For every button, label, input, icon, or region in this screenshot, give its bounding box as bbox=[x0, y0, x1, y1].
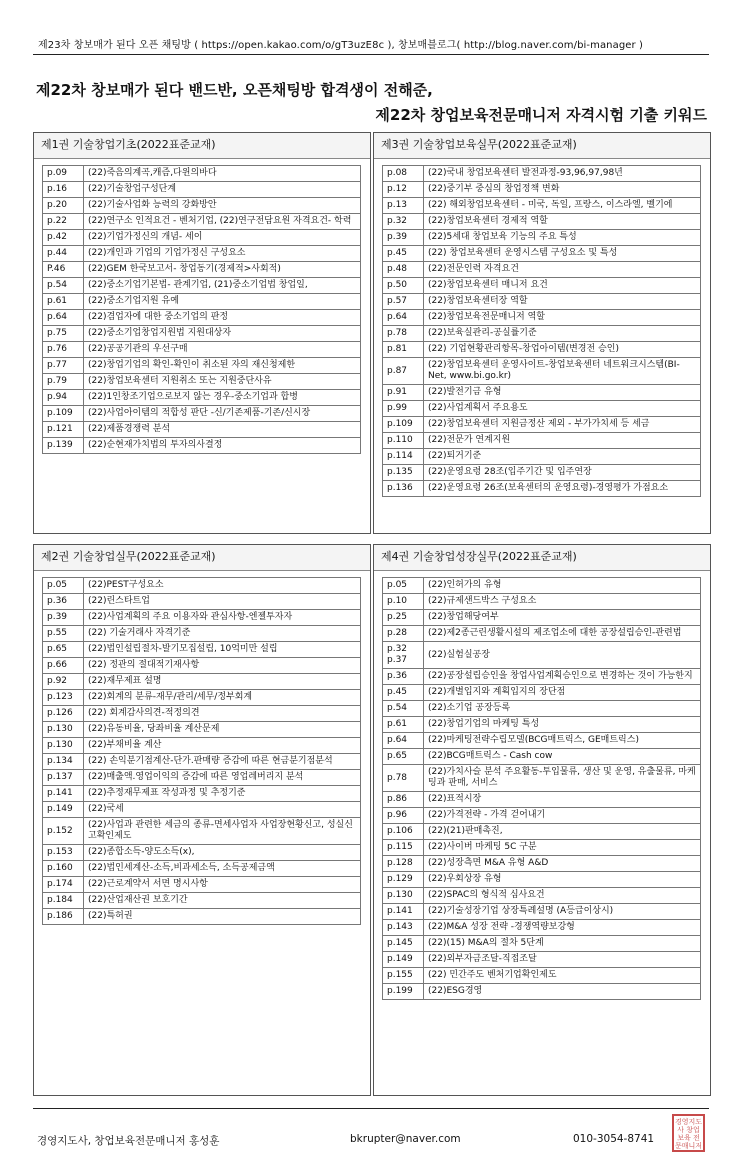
keyword-row bbox=[43, 877, 361, 893]
keyword-text: (22) 손익분기점계산-단가.판매량 증감에 따른 현금분기점분석 bbox=[84, 754, 361, 770]
page-ref: p.110 bbox=[383, 433, 424, 449]
keyword-text: (22)보육실관리-공실률기준 bbox=[424, 326, 701, 342]
page-ref: p.96 bbox=[383, 808, 424, 824]
page-ref: p.64 bbox=[43, 310, 84, 326]
page-ref: p.134 bbox=[43, 754, 84, 770]
page-ref: p.128 bbox=[383, 856, 424, 872]
keyword-text: (22)창업보육센터장 역할 bbox=[424, 294, 701, 310]
keyword-row bbox=[383, 610, 701, 626]
keyword-row bbox=[43, 845, 361, 861]
page-ref: p.05 bbox=[43, 578, 84, 594]
keyword-row bbox=[43, 326, 361, 342]
keyword-text: (22)가격전략 - 가격 걷어내기 bbox=[424, 808, 701, 824]
keyword-row bbox=[43, 674, 361, 690]
page-ref: p.184 bbox=[43, 893, 84, 909]
page-ref: p.137 bbox=[43, 770, 84, 786]
keyword-row bbox=[43, 278, 361, 294]
page-ref: p.36 bbox=[383, 669, 424, 685]
keyword-text: (22)우회상장 유형 bbox=[424, 872, 701, 888]
keyword-row bbox=[383, 465, 701, 481]
keyword-row bbox=[383, 246, 701, 262]
keyword-text: (22)사업계획의 주요 이용자와 관심사항-엔젤투자자 bbox=[84, 610, 361, 626]
keyword-text: (22)기술창업구성단계 bbox=[84, 182, 361, 198]
keyword-row bbox=[43, 198, 361, 214]
keyword-text: (22)종합소득-양도소득(x), bbox=[84, 845, 361, 861]
keyword-row bbox=[383, 626, 701, 642]
keyword-row bbox=[43, 893, 361, 909]
keyword-text: (22)실험실공장 bbox=[424, 642, 701, 669]
keyword-table bbox=[42, 165, 361, 454]
keyword-text: (22)ESG경영 bbox=[424, 984, 701, 1000]
keyword-row bbox=[383, 401, 701, 417]
page-ref: p.121 bbox=[43, 422, 84, 438]
keyword-row bbox=[383, 701, 701, 717]
page-ref: p.13 bbox=[383, 198, 424, 214]
keyword-row bbox=[383, 733, 701, 749]
keyword-row bbox=[43, 310, 361, 326]
page-ref: p.87 bbox=[383, 358, 424, 385]
section-book-2 bbox=[33, 544, 371, 1096]
page-ref: p.149 bbox=[383, 952, 424, 968]
page-ref: p.45 bbox=[383, 246, 424, 262]
page-ref: p.12 bbox=[383, 182, 424, 198]
page-ref: p.64 bbox=[383, 310, 424, 326]
page-ref: p.57 bbox=[383, 294, 424, 310]
keyword-text: (22)발전기금 유형 bbox=[424, 385, 701, 401]
keyword-row bbox=[43, 786, 361, 802]
page-ref: p.44 bbox=[43, 246, 84, 262]
keyword-text: (22) 기술거래사 자격기준 bbox=[84, 626, 361, 642]
keyword-text: (22)퇴거기준 bbox=[424, 449, 701, 465]
page-ref: p.36 bbox=[43, 594, 84, 610]
keyword-text: (22)BCG매트릭스 - Cash cow bbox=[424, 749, 701, 765]
page-ref: p.160 bbox=[43, 861, 84, 877]
keyword-text: (22)사이버 마케팅 5C 구분 bbox=[424, 840, 701, 856]
page-ref: p.64 bbox=[383, 733, 424, 749]
keyword-row bbox=[383, 840, 701, 856]
top-link-line: 제23차 창보매가 된다 오픈 채팅방 ( https://open.kakao.com/o/gT3uzE8c ), 창보매블로그( http://blog.naver.com/bi-manager ) bbox=[38, 40, 644, 51]
keyword-text: (22)공장설립승인을 창업사업계획승인으로 변경하는 것이 가능한지 bbox=[424, 669, 701, 685]
keyword-text: (22)죽음의계곡,캐즘,다윈의바다 bbox=[84, 166, 361, 182]
keyword-text: (22) 회계감사의견-적정의견 bbox=[84, 706, 361, 722]
page-ref: p.174 bbox=[43, 877, 84, 893]
keyword-text: (22)표적시장 bbox=[424, 792, 701, 808]
keyword-row bbox=[383, 808, 701, 824]
keyword-text: (22)규제샌드박스 구성요소 bbox=[424, 594, 701, 610]
page-ref: p.135 bbox=[383, 465, 424, 481]
keyword-text: (22)매출액.영업이익의 증감에 따른 영업레버리지 분석 bbox=[84, 770, 361, 786]
keyword-row bbox=[383, 765, 701, 792]
page-ref: p.91 bbox=[383, 385, 424, 401]
page-ref: p.78 bbox=[383, 765, 424, 792]
keyword-text: (22)GEM 한국보고서- 창업동기(경제적>사회적) bbox=[84, 262, 361, 278]
page-ref: p.77 bbox=[43, 358, 84, 374]
keyword-row bbox=[383, 594, 701, 610]
keyword-text: (22)인허가의 유형 bbox=[424, 578, 701, 594]
page-ref: p.16 bbox=[43, 182, 84, 198]
keyword-row bbox=[383, 936, 701, 952]
keyword-row bbox=[43, 658, 361, 674]
keyword-text: (22)추정재무제표 작성과정 및 추정기준 bbox=[84, 786, 361, 802]
keyword-row bbox=[383, 481, 701, 497]
keyword-row bbox=[43, 802, 361, 818]
keyword-text: (22)창업보육센터 매니저 요건 bbox=[424, 278, 701, 294]
keyword-text: (22)사업계획서 주요용도 bbox=[424, 401, 701, 417]
page-ref: p.39 bbox=[383, 230, 424, 246]
keyword-row bbox=[383, 749, 701, 765]
keyword-text: (22)(15) M&A의 절차 5단계 bbox=[424, 936, 701, 952]
keyword-text: (22)재무제표 설명 bbox=[84, 674, 361, 690]
section-title: 제2권 기술창업실무(2022표준교재) bbox=[34, 545, 370, 571]
page-ref: p.141 bbox=[383, 904, 424, 920]
keyword-text: (22)5세대 창업보육 기능의 주요 특성 bbox=[424, 230, 701, 246]
keyword-row bbox=[383, 433, 701, 449]
keyword-text: (22)중소기업창업지원법 지원대상자 bbox=[84, 326, 361, 342]
keyword-text: (22)소기업 공장등록 bbox=[424, 701, 701, 717]
keyword-text: (22)성장측면 M&A 유형 A&D bbox=[424, 856, 701, 872]
keyword-row bbox=[43, 594, 361, 610]
page-ref: p.130 bbox=[383, 888, 424, 904]
keyword-row bbox=[383, 262, 701, 278]
seal-stamp: 경영지도사 창업보육 전문매니저 bbox=[672, 1114, 705, 1152]
keyword-text: (22)법인설립절차-발기모집설립, 10억미만 설립 bbox=[84, 642, 361, 658]
section-title: 제1권 기술창업기초(2022표준교재) bbox=[34, 133, 370, 159]
keyword-row bbox=[43, 406, 361, 422]
keyword-text: (22)M&A 성장 전략 -경쟁역량보강형 bbox=[424, 920, 701, 936]
page-ref: p.126 bbox=[43, 706, 84, 722]
page-ref: p.65 bbox=[43, 642, 84, 658]
page-ref: p.32 bbox=[383, 214, 424, 230]
keyword-text: (22) 해외창업보육센터 - 미국, 독일, 프랑스, 이스라엘, 벨기에 bbox=[424, 198, 701, 214]
keyword-row bbox=[43, 722, 361, 738]
section-book-3 bbox=[373, 132, 711, 534]
keyword-text: (22)제품경쟁력 분석 bbox=[84, 422, 361, 438]
keyword-text: (22)가치사슬 분석 주요활동-투입물류, 생산 및 운영, 유출물류, 마케팅과 판매, 서비스 bbox=[424, 765, 701, 792]
keyword-text: (22)중소기업지원 유예 bbox=[84, 294, 361, 310]
keyword-row bbox=[383, 326, 701, 342]
keyword-text: (22)법인세계산-소득,비과세소득, 소득공제금액 bbox=[84, 861, 361, 877]
keyword-row bbox=[43, 770, 361, 786]
keyword-text: (22) 민간주도 벤처기업확인제도 bbox=[424, 968, 701, 984]
page-ref: p.54 bbox=[43, 278, 84, 294]
keyword-text: (22)순현재가치법의 투자의사결정 bbox=[84, 438, 361, 454]
keyword-table bbox=[382, 577, 701, 1000]
page-ref: p.10 bbox=[383, 594, 424, 610]
keyword-row bbox=[43, 610, 361, 626]
keyword-row bbox=[383, 449, 701, 465]
keyword-row bbox=[383, 685, 701, 701]
keyword-row bbox=[383, 230, 701, 246]
keyword-row bbox=[383, 669, 701, 685]
page-ref: p.32 p.37 bbox=[383, 642, 424, 669]
keyword-text: (22) 정관의 절대적기재사항 bbox=[84, 658, 361, 674]
keyword-text: (22)마케팅전략수립모델(BCG매트릭스, GE매트릭스) bbox=[424, 733, 701, 749]
keyword-row bbox=[383, 198, 701, 214]
keyword-text: (22)사업아이템의 적합성 판단 -신/기존제품-기존/신시장 bbox=[84, 406, 361, 422]
section-book-4 bbox=[373, 544, 711, 1096]
keyword-text: (22)창업해당여부 bbox=[424, 610, 701, 626]
page-ref: p.20 bbox=[43, 198, 84, 214]
keyword-row bbox=[43, 578, 361, 594]
page-ref: p.05 bbox=[383, 578, 424, 594]
page-ref: p.66 bbox=[43, 658, 84, 674]
keyword-row bbox=[383, 642, 701, 669]
page-ref: p.114 bbox=[383, 449, 424, 465]
keyword-row bbox=[43, 642, 361, 658]
keyword-text: (22)중소기업기본법- 관계기업, (21)중소기업법 창업일, bbox=[84, 278, 361, 294]
keyword-text: (22)특허권 bbox=[84, 909, 361, 925]
keyword-text: (22) 창업보육센터 운영시스템 구성요소 및 특성 bbox=[424, 246, 701, 262]
page-ref: p.48 bbox=[383, 262, 424, 278]
keyword-text: (22)기술성장기업 상장특례설명 (A등급이상시) bbox=[424, 904, 701, 920]
page-ref: p.99 bbox=[383, 401, 424, 417]
keyword-row bbox=[383, 968, 701, 984]
keyword-table bbox=[382, 165, 701, 497]
keyword-row bbox=[383, 856, 701, 872]
keyword-text: (22)창업보육센터 지원금정산 제외 - 부가가치세 등 세금 bbox=[424, 417, 701, 433]
page-ref: p.25 bbox=[383, 610, 424, 626]
page-ref: p.08 bbox=[383, 166, 424, 182]
page-ref: p.54 bbox=[383, 701, 424, 717]
keyword-row bbox=[383, 214, 701, 230]
keyword-text: (22) 기업현황관리항목-창업아이템(변경전 승인) bbox=[424, 342, 701, 358]
keyword-text: (22)제2종근린생활시설의 제조업소에 대한 공장설립승인-관련법 bbox=[424, 626, 701, 642]
page-ref: p.75 bbox=[43, 326, 84, 342]
keyword-row bbox=[43, 706, 361, 722]
page-ref: p.145 bbox=[383, 936, 424, 952]
page-ref: p.92 bbox=[43, 674, 84, 690]
keyword-row bbox=[43, 690, 361, 706]
keyword-row bbox=[383, 792, 701, 808]
keyword-text: (22)PEST구성요소 bbox=[84, 578, 361, 594]
keyword-row bbox=[383, 872, 701, 888]
page-ref: p.136 bbox=[383, 481, 424, 497]
page-ref: p.09 bbox=[43, 166, 84, 182]
page-ref: p.149 bbox=[43, 802, 84, 818]
keyword-text: (22)개인과 기업의 기업가정신 구성요소 bbox=[84, 246, 361, 262]
keyword-row bbox=[383, 342, 701, 358]
keyword-row bbox=[43, 182, 361, 198]
page-ref: p.152 bbox=[43, 818, 84, 845]
page-ref: p.76 bbox=[43, 342, 84, 358]
keyword-text: (22)린스타트업 bbox=[84, 594, 361, 610]
keyword-text: (22)창업보육전문매니저 역할 bbox=[424, 310, 701, 326]
page-ref: p.106 bbox=[383, 824, 424, 840]
keyword-row bbox=[43, 246, 361, 262]
page-ref: p.81 bbox=[383, 342, 424, 358]
page-ref: p.130 bbox=[43, 722, 84, 738]
bottom-rule bbox=[33, 1108, 709, 1109]
page-ref: p.79 bbox=[43, 374, 84, 390]
page-ref: p.199 bbox=[383, 984, 424, 1000]
page-ref: p.50 bbox=[383, 278, 424, 294]
keyword-row bbox=[383, 984, 701, 1000]
keyword-row bbox=[43, 358, 361, 374]
page-title-line-2: 제22차 창업보육전문매니저 자격시험 기출 키워드 bbox=[375, 106, 707, 124]
keyword-text: (22)중기부 중심의 창업정책 변화 bbox=[424, 182, 701, 198]
keyword-text: (22)부채비율 계산 bbox=[84, 738, 361, 754]
page-ref: p.94 bbox=[43, 390, 84, 406]
page-ref: p.78 bbox=[383, 326, 424, 342]
keyword-row bbox=[43, 214, 361, 230]
keyword-text: (22)창업기업의 확인-확인이 취소된 자의 재신청제한 bbox=[84, 358, 361, 374]
keyword-row bbox=[383, 417, 701, 433]
keyword-text: (22)기업가정신의 개념- 세이 bbox=[84, 230, 361, 246]
page-ref: p.155 bbox=[383, 968, 424, 984]
page-ref: p.86 bbox=[383, 792, 424, 808]
keyword-text: (22)창업보육센터 경제적 역할 bbox=[424, 214, 701, 230]
keyword-row bbox=[383, 294, 701, 310]
page-ref: p.109 bbox=[43, 406, 84, 422]
footer-phone: 010-3054-8741 bbox=[573, 1133, 655, 1145]
keyword-row bbox=[383, 166, 701, 182]
keyword-row bbox=[43, 818, 361, 845]
page-ref: p.42 bbox=[43, 230, 84, 246]
keyword-row bbox=[43, 909, 361, 925]
keyword-row bbox=[383, 717, 701, 733]
keyword-row bbox=[383, 904, 701, 920]
page-ref: p.115 bbox=[383, 840, 424, 856]
footer-email: bkrupter@naver.com bbox=[350, 1133, 461, 1145]
page-ref: p.61 bbox=[43, 294, 84, 310]
keyword-row bbox=[43, 342, 361, 358]
keyword-row bbox=[383, 952, 701, 968]
keyword-row bbox=[383, 278, 701, 294]
keyword-text: (22)기술사업화 능력의 강화방안 bbox=[84, 198, 361, 214]
keyword-row bbox=[43, 626, 361, 642]
page-ref: p.139 bbox=[43, 438, 84, 454]
keyword-row bbox=[383, 920, 701, 936]
page-ref: p.28 bbox=[383, 626, 424, 642]
keyword-text: (22)창업기업의 마케팅 특성 bbox=[424, 717, 701, 733]
keyword-text: (22)겸업자에 대한 중소기업의 판정 bbox=[84, 310, 361, 326]
section-title: 제3권 기술창업보육실무(2022표준교재) bbox=[374, 133, 710, 159]
keyword-text: (22)1인창조기업으로보지 않는 경우-중소기업과 합병 bbox=[84, 390, 361, 406]
keyword-text: (22)창업보육센터 운영사이트-창업보육센터 네트워크시스템(BI-Net, www.bi.go.kr) bbox=[424, 358, 701, 385]
keyword-row bbox=[383, 824, 701, 840]
keyword-row bbox=[43, 422, 361, 438]
keyword-text: (22)개별입지와 계획입지의 장단점 bbox=[424, 685, 701, 701]
keyword-table bbox=[42, 577, 361, 925]
keyword-text: (22)공공기관의 우선구매 bbox=[84, 342, 361, 358]
keyword-row bbox=[43, 390, 361, 406]
keyword-text: (22)국내 창업보육센터 발전과정-93,96,97,98년 bbox=[424, 166, 701, 182]
keyword-text: (22)연구소 인적요건 - 벤처기업, (22)연구전담요원 자격요건- 학력 bbox=[84, 214, 361, 230]
keyword-text: (22)전문인력 자격요건 bbox=[424, 262, 701, 278]
keyword-row bbox=[43, 230, 361, 246]
keyword-text: (22)산업재산권 보호기간 bbox=[84, 893, 361, 909]
page-ref: P.46 bbox=[43, 262, 84, 278]
keyword-text: (22)국세 bbox=[84, 802, 361, 818]
page-ref: p.45 bbox=[383, 685, 424, 701]
footer-author: 경영지도사, 창업보육전문매니저 홍성훈 bbox=[37, 1135, 220, 1147]
keyword-text: (22)사업과 관련한 세금의 종류-면세사업자 사업장현황신고, 성실신고확인제도 bbox=[84, 818, 361, 845]
page-ref: p.55 bbox=[43, 626, 84, 642]
keyword-row bbox=[43, 262, 361, 278]
page-ref: p.130 bbox=[43, 738, 84, 754]
keyword-row bbox=[43, 738, 361, 754]
page-title-line-1: 제22차 창보매가 된다 밴드반, 오픈채팅방 합격생이 전해준, bbox=[36, 81, 433, 99]
page-ref: p.123 bbox=[43, 690, 84, 706]
page-ref: p.141 bbox=[43, 786, 84, 802]
top-rule bbox=[33, 54, 709, 55]
page-ref: p.153 bbox=[43, 845, 84, 861]
keyword-text: (22)회계의 분류-재무/관리/세무/정부회계 bbox=[84, 690, 361, 706]
keyword-text: (22)(21)판매촉진, bbox=[424, 824, 701, 840]
keyword-row bbox=[43, 861, 361, 877]
page-ref: p.65 bbox=[383, 749, 424, 765]
keyword-text: (22)외부자금조달-직접조달 bbox=[424, 952, 701, 968]
keyword-row bbox=[383, 358, 701, 385]
keyword-text: (22)운영요령 28조(입주기간 및 입주연장 bbox=[424, 465, 701, 481]
keyword-row bbox=[383, 310, 701, 326]
section-title: 제4권 기술창업성장실무(2022표준교재) bbox=[374, 545, 710, 571]
page-ref: p.22 bbox=[43, 214, 84, 230]
keyword-text: (22)근로계약서 서면 명시사항 bbox=[84, 877, 361, 893]
page-ref: p.109 bbox=[383, 417, 424, 433]
keyword-text: (22)창업보육센터 지원취소 또는 지원중단사유 bbox=[84, 374, 361, 390]
section-book-1 bbox=[33, 132, 371, 534]
keyword-text: (22)운영요령 26조(보육센터의 운영요령)-경영평가 가점요소 bbox=[424, 481, 701, 497]
keyword-row bbox=[43, 166, 361, 182]
keyword-text: (22)전문가 연계지원 bbox=[424, 433, 701, 449]
keyword-row bbox=[43, 374, 361, 390]
keyword-row bbox=[383, 578, 701, 594]
keyword-row bbox=[383, 385, 701, 401]
keyword-text: (22)SPAC의 형식적 심사요건 bbox=[424, 888, 701, 904]
keyword-row bbox=[383, 888, 701, 904]
page-ref: p.186 bbox=[43, 909, 84, 925]
keyword-row bbox=[383, 182, 701, 198]
page-ref: p.61 bbox=[383, 717, 424, 733]
keyword-row bbox=[43, 754, 361, 770]
keyword-text: (22)유동비율, 당좌비율 계산문제 bbox=[84, 722, 361, 738]
page-ref: p.143 bbox=[383, 920, 424, 936]
page-ref: p.129 bbox=[383, 872, 424, 888]
page-ref: p.39 bbox=[43, 610, 84, 626]
keyword-row bbox=[43, 294, 361, 310]
keyword-row bbox=[43, 438, 361, 454]
